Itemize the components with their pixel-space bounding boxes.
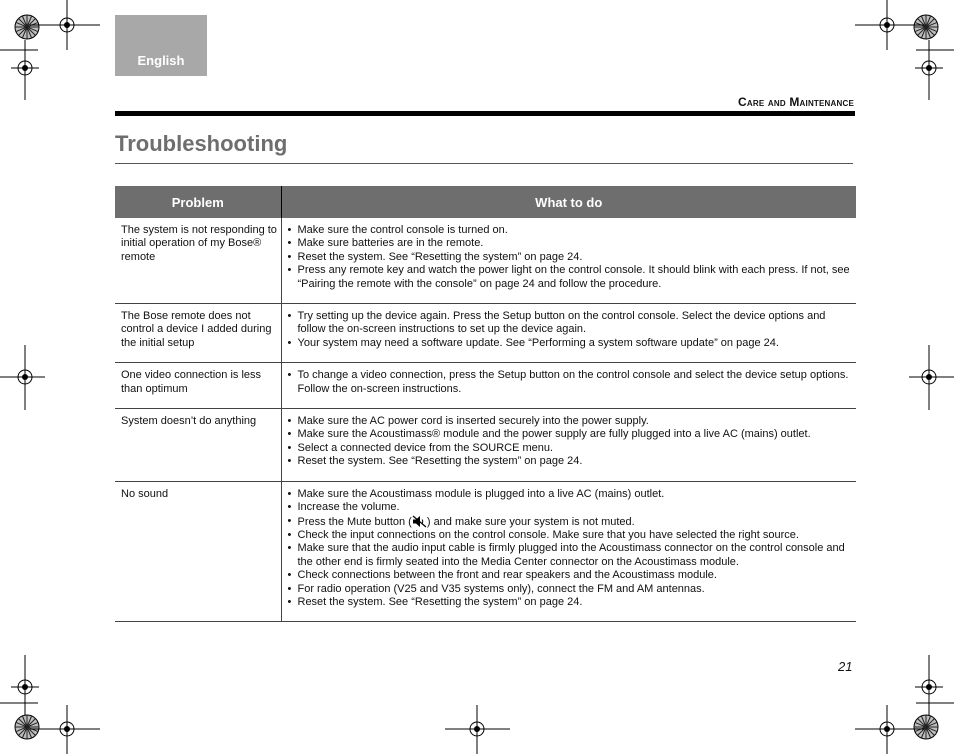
table-header-row xyxy=(115,186,856,218)
what-to-do-cell xyxy=(281,218,856,304)
action-item: • Make sure batteries are in the remote. xyxy=(288,237,853,250)
table-row xyxy=(115,363,856,409)
action-item xyxy=(288,515,853,529)
action-item: • Make sure the control console is turned on. xyxy=(288,224,853,237)
action-item: • Try setting up the device again. Press the Setup button on the control console. Select the device options and follow the on-screen instructions to set up the device again. xyxy=(288,310,853,337)
action-item: • Make sure the Acoustimass module is plugged into a live AC (mains) outlet. xyxy=(288,488,853,501)
action-text: ) and make sure your system is not muted. xyxy=(426,515,635,528)
header-rule xyxy=(115,111,855,116)
action-item: • Reset the system. See “Resetting the system” on page 24. xyxy=(288,251,853,264)
language-tab xyxy=(115,15,207,76)
what-to-do-cell xyxy=(281,363,856,409)
action-item: • For radio operation (V25 and V35 systems only), connect the FM and AM antennas. xyxy=(288,583,853,596)
action-list xyxy=(288,224,853,291)
section-heading: Care and Maintenance xyxy=(738,95,854,109)
problem-cell: System doesn’t do anything xyxy=(115,409,281,482)
mute-icon xyxy=(412,515,427,528)
problem-cell: The Bose remote does not control a device I added during the initial setup xyxy=(115,304,281,363)
action-item: • Check the input connections on the control console. Make sure that you have selected the right source. xyxy=(288,529,853,542)
action-item: • Select a connected device from the SOURCE menu. xyxy=(288,442,853,455)
what-to-do-cell xyxy=(281,304,856,363)
action-list xyxy=(288,488,853,610)
table-row xyxy=(115,409,856,482)
table-row xyxy=(115,481,856,622)
action-list xyxy=(288,415,853,469)
what-to-do-column-header: What to do xyxy=(281,186,856,218)
action-item: • To change a video connection, press the Setup button on the control console and select the device setup options. Follow the on-screen instructions. xyxy=(288,369,853,396)
language-label: English xyxy=(137,53,185,68)
problem-column-header: Problem xyxy=(115,186,281,218)
page-title: Troubleshooting xyxy=(115,131,288,156)
action-item: • Your system may need a software update. See “Performing a system software update” on page 24. xyxy=(288,337,853,350)
troubleshooting-table xyxy=(115,186,856,622)
action-list xyxy=(288,310,853,350)
table-body xyxy=(115,218,856,622)
title-rule xyxy=(115,163,853,164)
action-item: • Make sure the Acoustimass® module and the power supply are fully plugged into a live AC (mains) outlet. xyxy=(288,428,853,441)
table-row xyxy=(115,304,856,363)
action-list xyxy=(288,369,853,396)
action-item: • Make sure the AC power cord is inserted securely into the power supply. xyxy=(288,415,853,428)
action-item: • Increase the volume. xyxy=(288,501,853,514)
action-item: • Reset the system. See “Resetting the system” on page 24. xyxy=(288,455,853,468)
problem-cell: No sound xyxy=(115,481,281,622)
problem-cell: The system is not responding to initial operation of my Bose® remote xyxy=(115,218,281,304)
what-to-do-cell xyxy=(281,409,856,482)
action-item: • Make sure that the audio input cable is firmly plugged into the Acoustimass connector on the control console and the other end is firmly seated into the Media Center connector on the Acoustimass module. xyxy=(288,542,853,569)
action-item: • Check connections between the front and rear speakers and the Acoustimass module. xyxy=(288,569,853,582)
table-row xyxy=(115,218,856,304)
action-item: • Reset the system. See “Resetting the system” on page 24. xyxy=(288,596,853,609)
action-item: • Press any remote key and watch the power light on the control console. It should blink with each press. If not, see “Pairing the remote with the console” on page 24 and follow the procedure. xyxy=(288,264,853,291)
action-text: Press the Mute button ( xyxy=(297,515,412,528)
what-to-do-cell xyxy=(281,481,856,622)
problem-cell: One video connection is less than optimum xyxy=(115,363,281,409)
page-number: 21 xyxy=(838,659,853,674)
